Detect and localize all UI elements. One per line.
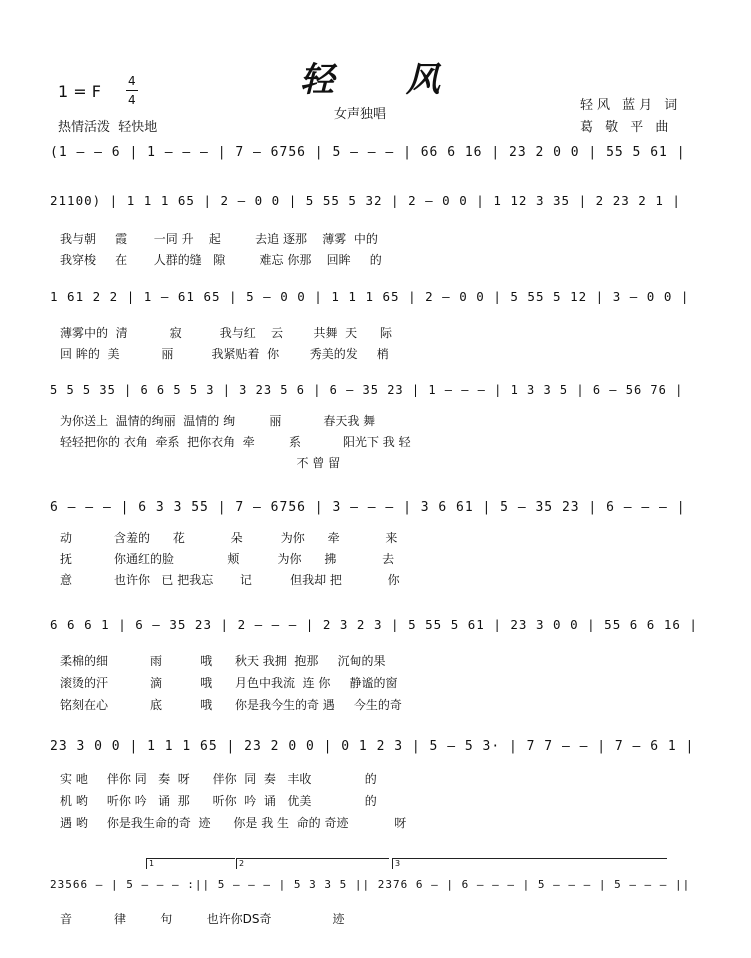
lyric-line: 回 眸的 美 丽 我紧贴着 你 秀美的发 梢 — [60, 347, 389, 361]
lyric-line: 我穿梭 在 人群的缝 隙 难忘 你那 回眸 的 — [60, 253, 382, 267]
composer-credit: 葛 敬 平 曲 — [580, 120, 673, 135]
lyric-line: 轻轻把你的 衣角 牵系 把你衣角 牵 系 阳光下 我 轻 — [60, 435, 411, 449]
time-signature-line — [126, 90, 138, 91]
notation-line-8: 23566 — | 5 — — — :|| 5 — — — | 5 3 3 5 || 2376 6 — | 6 — — — | 5 — — — | 5 — — — || — [50, 877, 691, 891]
lyric-line: 薄雾中的 清 寂 我与红 云 共舞 天 际 — [60, 326, 393, 340]
notation-line-1: (1 — — 6 | 1 — — — | 7 — 6756 | 5 — — — | 66 6 16 | 23 2 0 0 | 55 5 61 | — [50, 144, 686, 160]
lyric-line: 机 哟 听你 吟 诵 那 听你 吟 诵 优美 的 — [60, 794, 377, 808]
notation-line-2: 21100) | 1 1 1 65 | 2 — 0 0 | 5 55 5 32 | 2 — 0 0 | 1 12 3 35 | 2 23 2 1 | — [50, 192, 681, 208]
lyric-line: 实 吔 伴你 同 奏 呀 伴你 同 奏 丰收 的 — [60, 772, 377, 786]
lyricist-credit: 轻风 蓝月 词 — [580, 98, 682, 113]
lyric-line: 柔棉的细 雨 哦 秋天 我拥 抱那 沉甸的果 — [60, 654, 386, 668]
song-title: 轻 风 — [300, 60, 470, 100]
lyric-line: 音 律 句 也许你DS奇 迹 — [60, 912, 345, 926]
notation-line-3: 1 61 2 2 | 1 — 61 65 | 5 — 0 0 | 1 1 1 65 | 2 — 0 0 | 5 55 5 12 | 3 — 0 0 | — [50, 288, 690, 304]
notation-line-6: 6 6 6 1 | 6 — 35 23 | 2 — — — | 2 3 2 3 | 5 55 5 61 | 23 3 0 0 | 55 6 6 16 | — [50, 616, 698, 632]
time-signature-top: 4 — [128, 74, 136, 88]
notation-line-4: 5 5 5 35 | 6 6 5 5 3 | 3 23 5 6 | 6 — 35 23 | 1 — — — | 1 3 3 5 | 6 — 56 76 | — [50, 383, 684, 397]
lyric-line: 不 曾 留 — [60, 456, 341, 470]
lyric-line: 抚 你通红的脸 颊 为你 拂 去 — [60, 552, 395, 566]
song-subtitle: 女声独唱 — [334, 107, 387, 122]
lyric-line: 为你送上 温情的绚丽 温情的 绚 丽 春天我 舞 — [60, 414, 376, 428]
volta-bracket-1: 1 — [146, 858, 235, 869]
lyric-line: 动 含羞的 花 朵 为你 牵 来 — [60, 531, 398, 545]
volta-bracket-3: 3 — [392, 858, 667, 869]
lyric-line: 意 也许你 已 把我忘 记 但我却 把 你 — [60, 573, 400, 587]
time-signature-bottom: 4 — [128, 93, 136, 107]
notation-line-5: 6 — — — | 6 3 3 55 | 7 — 6756 | 3 — — — | 3 6 61 | 5 — 35 23 | 6 — — — | — [50, 499, 686, 515]
lyric-line: 铭刻在心 底 哦 你是我今生的奇 遇 今生的奇 — [60, 698, 402, 712]
tempo-marking: 热情活泼 轻快地 — [58, 120, 158, 135]
lyric-line: 遇 哟 你是我生命的奇 迹 你是 我 生 命的 奇迹 呀 — [60, 816, 407, 830]
key-signature: 1 = F — [58, 82, 101, 101]
lyric-line: 滚烫的汗 滴 哦 月色中我流 连 你 静谧的窗 — [60, 676, 398, 690]
notation-line-7: 23 3 0 0 | 1 1 1 65 | 23 2 0 0 | 0 1 2 3 | 5 — 5 3· | 7 7 — — | 7 — 6 1 | — [50, 738, 695, 754]
volta-bracket-2: 2 — [236, 858, 389, 869]
lyric-line: 我与朝 霞 一同 升 起 去追 逐那 薄雾 中的 — [60, 232, 378, 246]
